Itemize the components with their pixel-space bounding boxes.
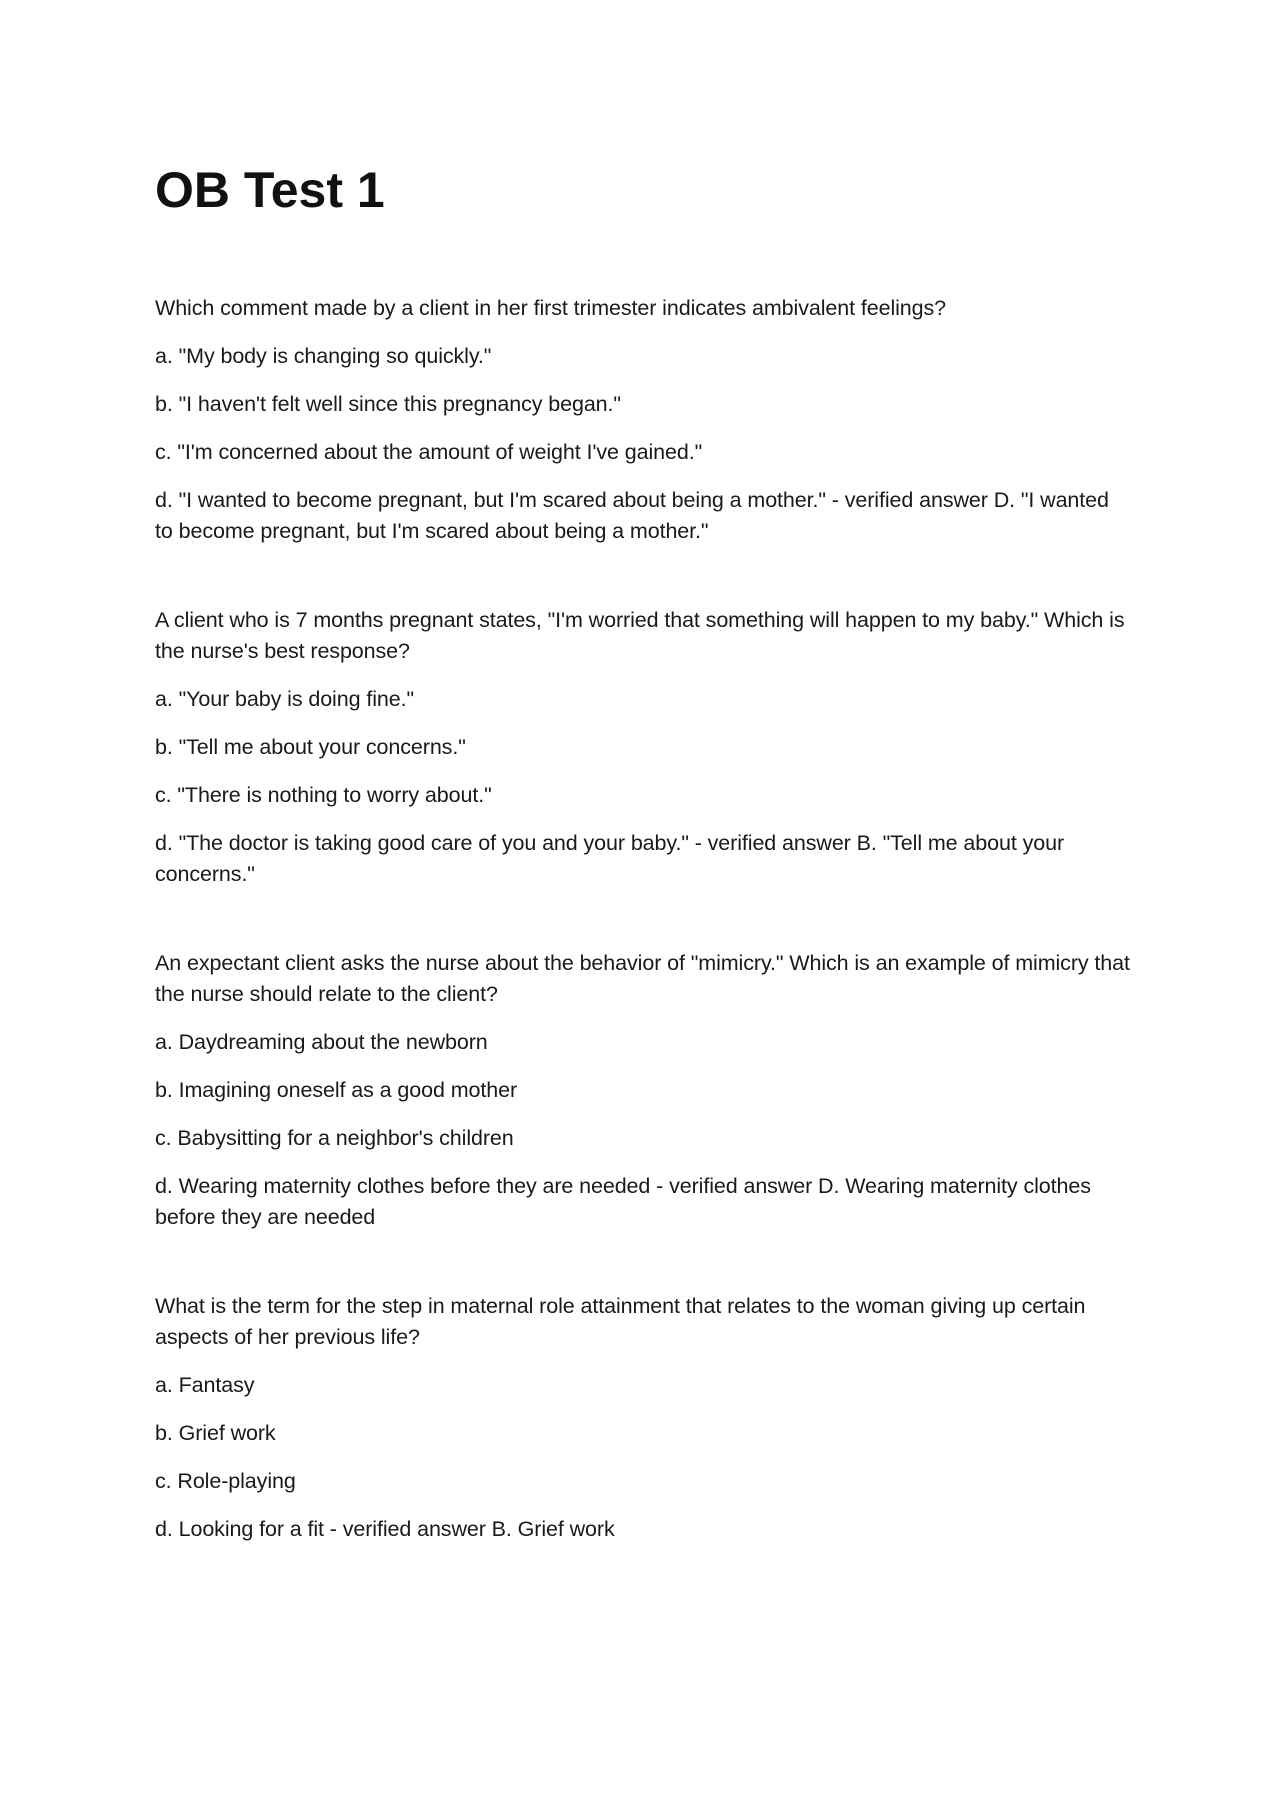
answer-option-b: b. "I haven't felt well since this pregnancy began." [155,392,621,416]
answer-option-b: b. "Tell me about your concerns." [155,735,466,759]
answer-option-c: c. "I'm concerned about the amount of weight I've gained." [155,440,703,464]
question-4 [155,1291,1130,1545]
question-3 [155,948,1130,1233]
question-text: An expectant client asks the nurse about the behavior of "mimicry." Which is an example of mimicry that the nurse should relate to the client? [155,951,1130,1006]
answer-option-c: c. "There is nothing to worry about." [155,783,492,807]
question-text: Which comment made by a client in her first trimester indicates ambivalent feelings? [155,296,947,320]
question-2 [155,605,1130,890]
answer-option-c: c. Babysitting for a neighbor's children [155,1126,514,1150]
answer-option-d: d. "The doctor is taking good care of you and your baby." - verified answer B. "Tell me about your concerns." [155,831,1065,886]
answer-option-b: b. Grief work [155,1421,276,1445]
answer-option-a: a. "My body is changing so quickly." [155,344,492,368]
question-1 [155,293,1130,547]
answer-option-d: d. "I wanted to become pregnant, but I'm scared about being a mother." - verified answer D. "I wanted to become pregnant, but I'm scared about being a mother." [155,488,1109,543]
answer-option-a: a. Fantasy [155,1373,255,1397]
question-list [155,293,1130,1603]
question-text: What is the term for the step in maternal role attainment that relates to the woman giving up certain aspects of her previous life? [155,1294,1086,1349]
answer-option-b: b. Imagining oneself as a good mother [155,1078,518,1102]
answer-option-a: a. "Your baby is doing fine." [155,687,414,711]
answer-option-c: c. Role-playing [155,1469,296,1493]
question-text: A client who is 7 months pregnant states, "I'm worried that something will happen to my baby." Which is the nurse's best response? [155,608,1125,663]
answer-option-a: a. Daydreaming about the newborn [155,1030,488,1054]
answer-option-d: d. Looking for a fit - verified answer B. Grief work [155,1517,615,1541]
document-title: OB Test 1 [155,162,385,218]
answer-option-d: d. Wearing maternity clothes before they are needed - verified answer D. Wearing maternity clothes before they are needed [155,1174,1091,1229]
